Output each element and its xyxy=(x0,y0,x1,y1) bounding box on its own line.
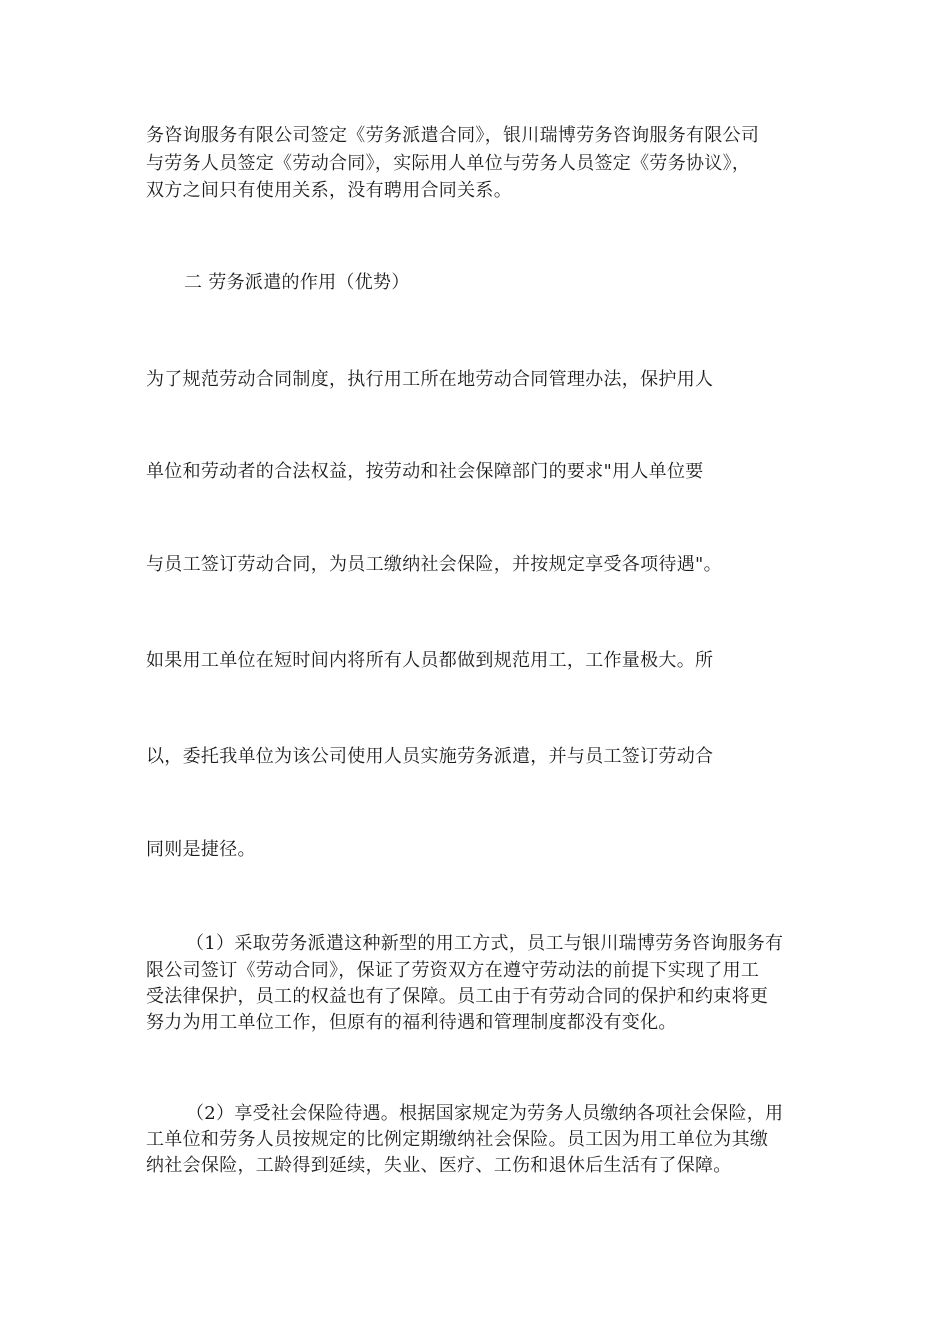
text-line: 单位和劳动者的合法权益，按劳动和社会保障部门的要求"用人单位要 xyxy=(146,461,704,482)
text-line: （2）享受社会保险待遇。根据国家规定为劳务人员缴纳各项社会保险，用 xyxy=(186,1103,784,1124)
text-line: 以，委托我单位为该公司使用人员实施劳务派遣，并与员工签订劳动合 xyxy=(146,746,714,767)
text-line: 如果用工单位在短时间内将所有人员都做到规范用工，工作量极大。所 xyxy=(146,650,714,671)
text-line: 与员工签订劳动合同，为员工缴纳社会保险，并按规定享受各项待遇"。 xyxy=(146,554,722,575)
text-line: 限公司签订《劳动合同》，保证了劳资双方在遵守劳动法的前提下实现了用工 xyxy=(146,960,760,981)
text-line: 工单位和劳务人员按规定的比例定期缴纳社会保险。员工因为用工单位为其缴 xyxy=(146,1129,769,1150)
text-line: 双方之间只有使用关系，没有聘用合同关系。 xyxy=(146,180,512,201)
text-line: 同则是捷径。 xyxy=(146,839,256,860)
text-line: 努力为用工单位工作，但原有的福利待遇和管理制度都没有变化。 xyxy=(146,1012,677,1033)
text-line: 与劳务人员签定《劳动合同》，实际用人单位与劳务人员签定《劳务协议》， xyxy=(146,153,751,174)
text-line: 受法律保护，员工的权益也有了保障。员工由于有劳动合同的保护和约束将更 xyxy=(146,986,769,1007)
section-heading: 二 劳务派遣的作用（优势） xyxy=(184,272,410,293)
text-line: 纳社会保险，工龄得到延续，失业、医疗、工伤和退休后生活有了保障。 xyxy=(146,1155,732,1176)
text-line: （1）采取劳务派遣这种新型的用工方式，员工与银川瑞博劳务咨询服务有 xyxy=(186,933,784,954)
text-line: 务咨询服务有限公司签定《劳务派遣合同》，银川瑞博劳务咨询服务有限公司 xyxy=(146,125,760,146)
text-line: 为了规范劳动合同制度，执行用工所在地劳动合同管理办法，保护用人 xyxy=(146,369,714,390)
